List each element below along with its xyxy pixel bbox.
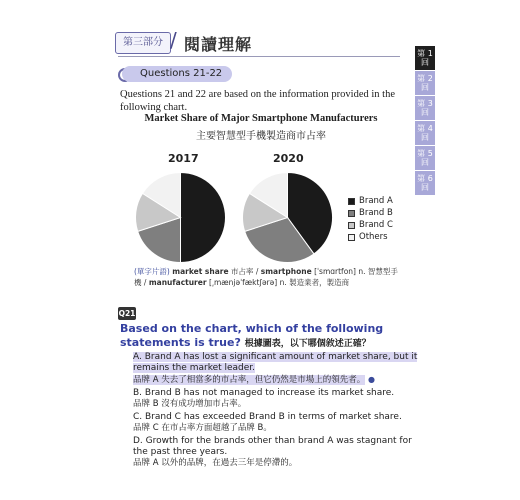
option-a[interactable]	[133, 352, 418, 386]
legend-swatch	[348, 234, 355, 241]
tab-round-2[interactable]: 第 2 回	[415, 71, 435, 96]
legend-label: Brand C	[359, 220, 393, 230]
vocab-def: 市占率 /	[230, 267, 259, 276]
question-english: Based on the chart, which of the following statements is true?	[120, 322, 384, 349]
option-text: D. Growth for the brands other than brand A was stagnant for the past three years.	[133, 436, 412, 457]
legend-swatch	[348, 222, 355, 229]
option-translation: 品牌 A 失去了相當多的市占率，但它仍然是市場上的領先者。	[133, 375, 366, 385]
tab-round-1[interactable]: 第 1 回	[415, 46, 435, 71]
questions-range-pill: Questions 21-22	[122, 66, 232, 82]
question-text	[120, 322, 410, 351]
vocab-note	[134, 266, 400, 288]
option-translation: 品牌 A 以外的品牌，在過去三年是停滯的。	[133, 458, 298, 468]
section-badge: 第三部分	[115, 32, 171, 54]
answer-options	[133, 352, 418, 471]
option-text: C. Brand C has exceeded Brand B in terms of market share.	[133, 412, 402, 422]
pie-2020	[240, 170, 335, 265]
correct-mark-icon: ●	[367, 375, 375, 384]
tab-round-6[interactable]: 第 6 回	[415, 171, 435, 196]
chart-title: Market Share of Major Smartphone Manufacturers	[144, 113, 378, 124]
legend-item-brand-a	[348, 195, 393, 207]
option-b[interactable]	[133, 388, 418, 410]
option-translation: 品牌 C 在市占率方面超越了品牌 B。	[133, 423, 272, 433]
legend-item-brand-c	[348, 219, 393, 231]
vocab-term: market share	[172, 267, 229, 276]
chart-subtitle: 主要智慧型手機製造商市占率	[196, 131, 326, 142]
vocab-def: [ˈsmɑrtfon] n. 智慧型手機 /	[134, 267, 398, 287]
section-slash: /	[170, 28, 177, 52]
legend-item-brand-b	[348, 207, 393, 219]
vocab-def: [͵mænjəˈfæktʃərə] n. 製造業者，製造商	[208, 278, 350, 287]
vocab-term: smartphone	[260, 267, 312, 276]
pie-slice-brand-a	[181, 173, 226, 263]
intro-text: Questions 21 and 22 are based on the information provided in the following chart.	[120, 89, 395, 113]
tab-round-4[interactable]: 第 4 回	[415, 121, 435, 146]
question-chinese: 根據圖表，以下哪個敘述正確？	[244, 339, 371, 349]
option-translation: 品牌 B 沒有成功增加市占率。	[133, 399, 247, 409]
option-text: A. Brand A has lost a significant amount of market share, but it remains the market leader.	[133, 352, 418, 373]
question-badge: Q21	[118, 309, 136, 318]
tab-round-5[interactable]: 第 5 回	[415, 146, 435, 171]
chapter-tabs	[415, 46, 435, 196]
legend-swatch	[348, 198, 355, 205]
pie-2017-title: 2017	[168, 152, 199, 165]
legend-label: Others	[359, 232, 388, 242]
tab-round-3[interactable]: 第 3 回	[415, 96, 435, 121]
option-text: B. Brand B has not managed to increase its market share.	[133, 388, 395, 398]
legend-label: Brand B	[359, 208, 393, 218]
option-c[interactable]	[133, 412, 418, 434]
section-title: 閱讀理解	[184, 35, 253, 54]
pie-2017	[133, 170, 228, 265]
vocab-tag: (單字片語)	[134, 267, 170, 276]
pie-2020-title: 2020	[273, 152, 304, 165]
header-divider	[118, 56, 400, 57]
chart-legend	[348, 195, 393, 243]
vocab-term: manufacturer	[148, 278, 207, 287]
legend-label: Brand A	[359, 196, 393, 206]
legend-swatch	[348, 210, 355, 217]
legend-item-others	[348, 231, 393, 243]
option-d[interactable]	[133, 436, 418, 469]
